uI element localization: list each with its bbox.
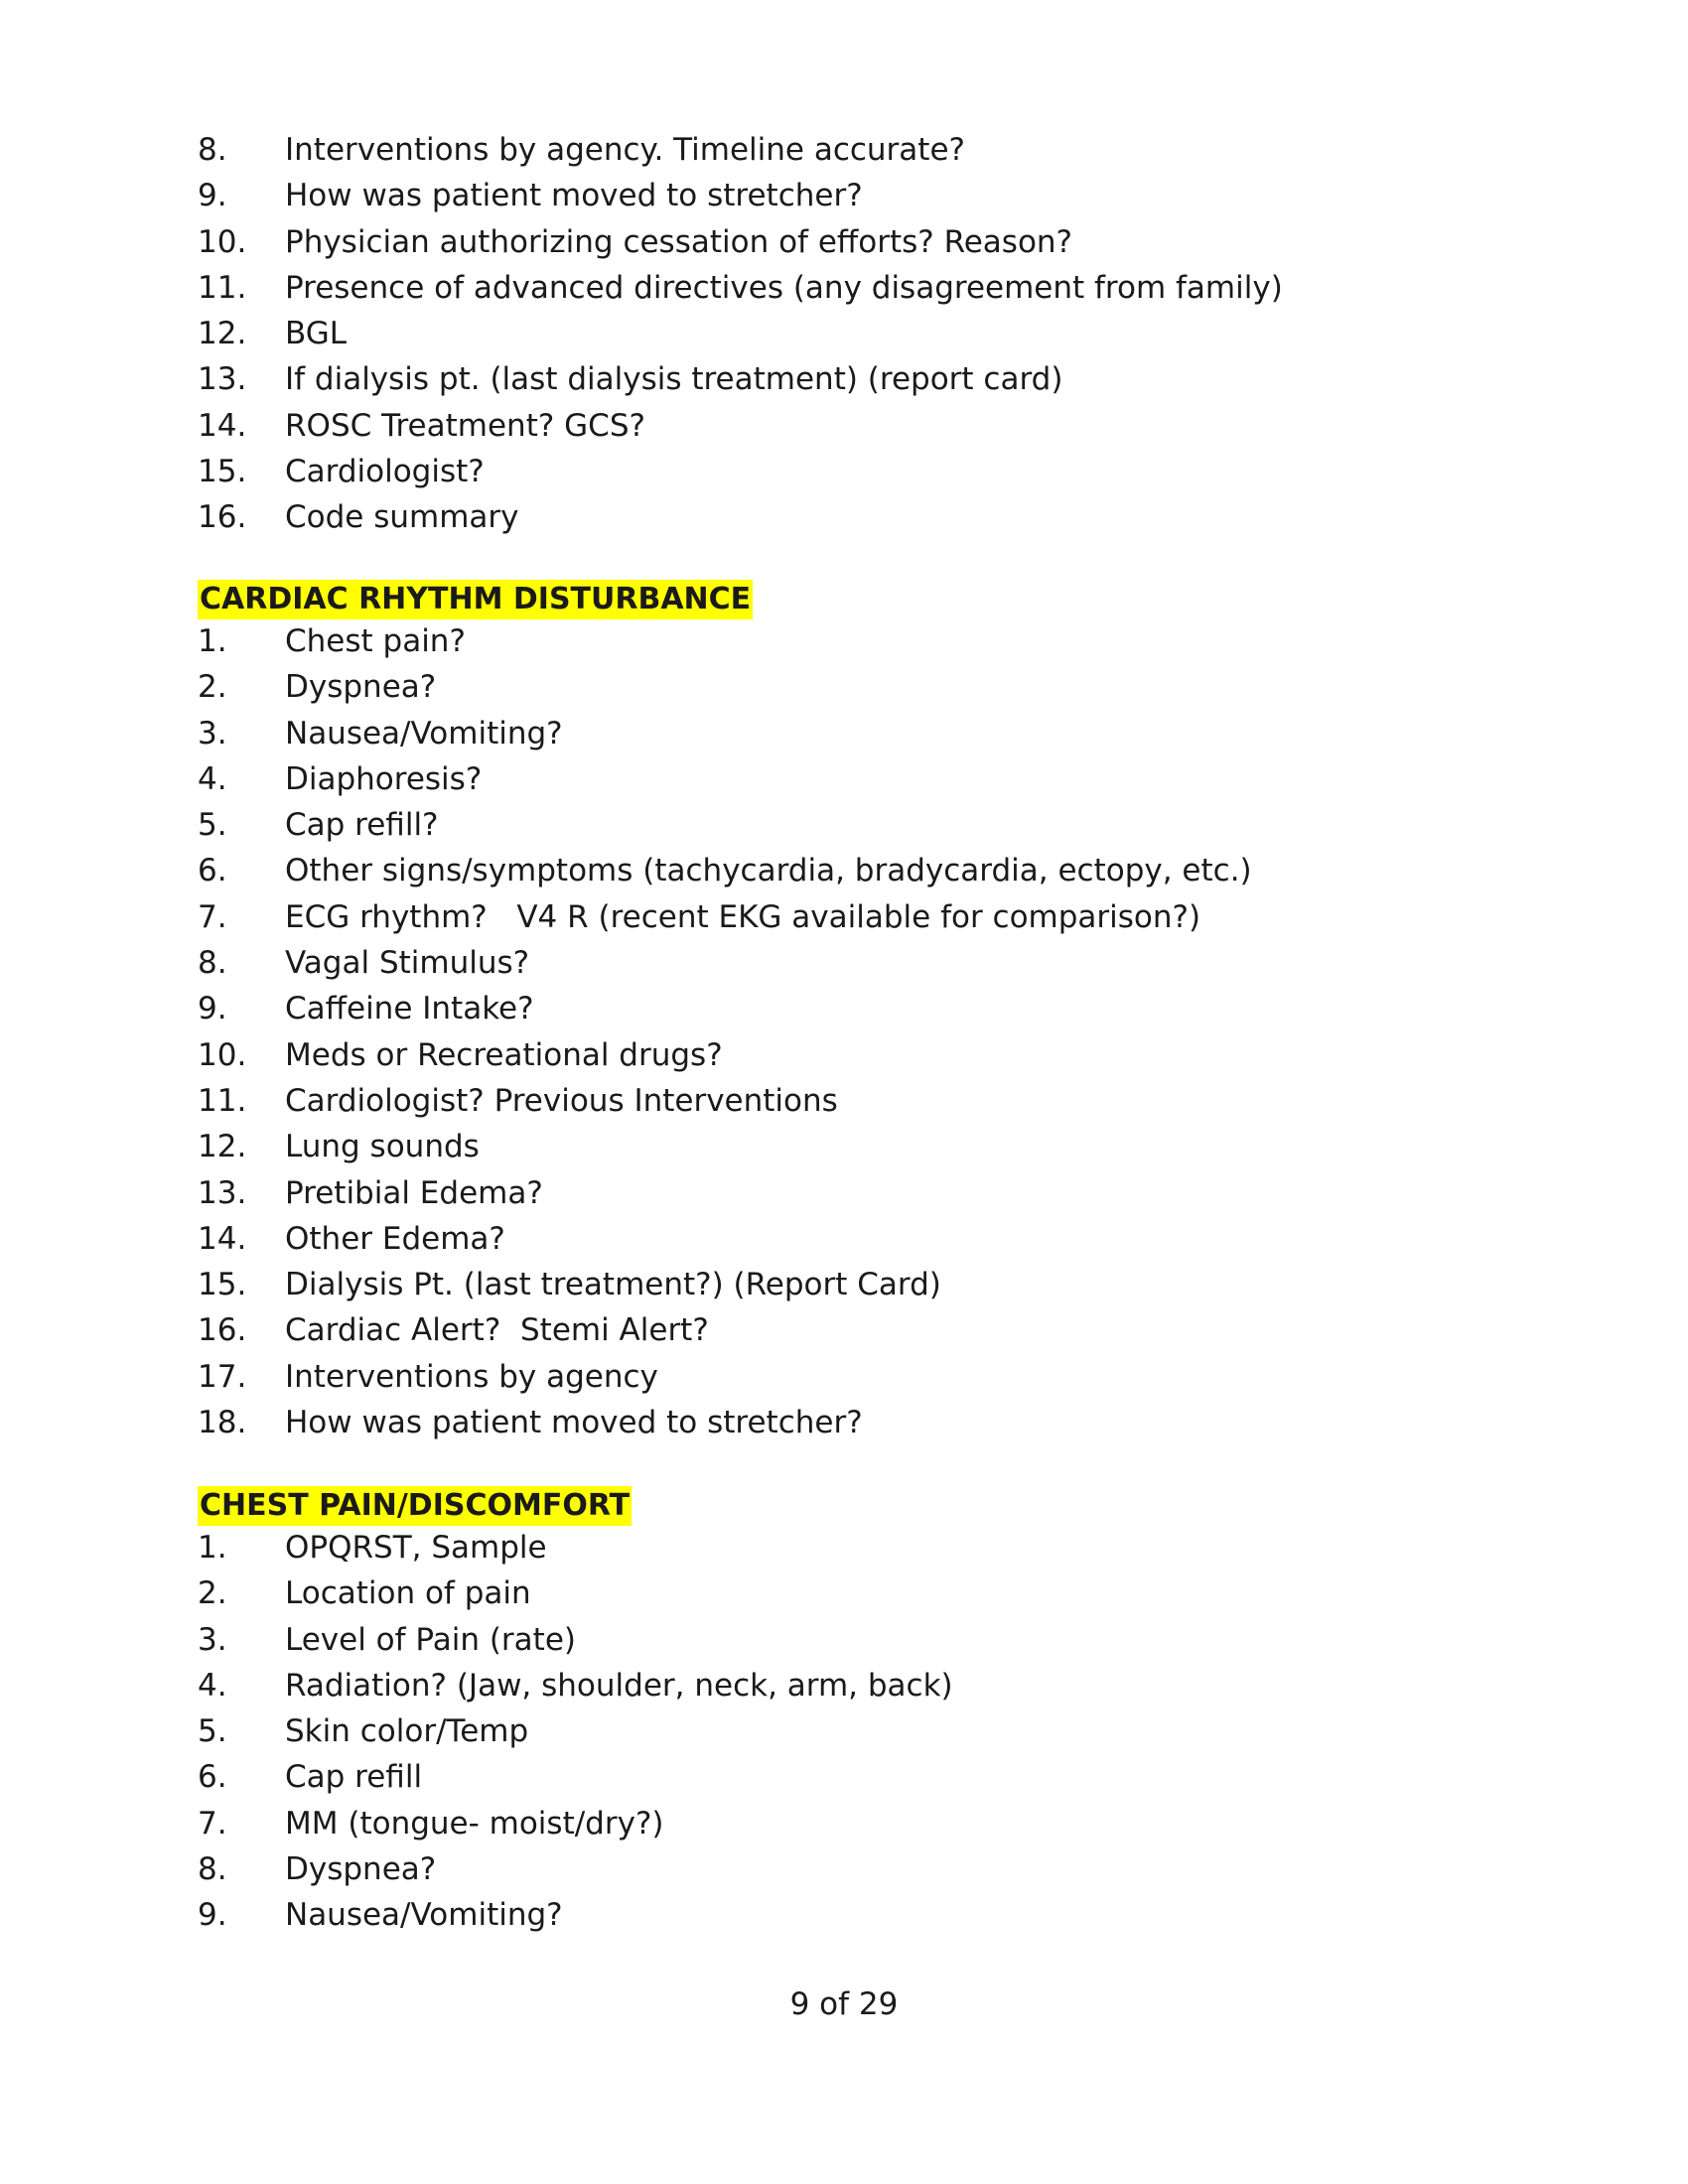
item-number: 13. (198, 361, 247, 398)
item-number: 18. (198, 1405, 247, 1441)
item-number: 1. (198, 1530, 227, 1566)
list-item (198, 756, 1488, 802)
item-text: Radiation? (Jaw, shoulder, neck, arm, back) (285, 1667, 953, 1704)
item-number: 9. (198, 1897, 227, 1934)
item-number: 9. (198, 178, 227, 214)
item-text: Dyspnea? (285, 1851, 437, 1888)
section-heading-chest-pain: CHEST PAIN/DISCOMFORT (198, 1486, 632, 1526)
item-text: Chest pain? (285, 623, 466, 659)
item-number: 3. (198, 1621, 227, 1658)
list-item (198, 1170, 1488, 1216)
item-number: 3. (198, 715, 227, 751)
list-item (198, 1262, 1488, 1307)
item-text: ROSC Treatment? GCS? (285, 407, 645, 444)
item-text: Nausea/Vomiting? (285, 1897, 563, 1934)
page-number: 9 of 29 (789, 1986, 899, 2022)
list-item (198, 1708, 1488, 1754)
list-item (198, 1124, 1488, 1169)
list-item (198, 711, 1488, 756)
item-number: 5. (198, 1713, 227, 1750)
list-item (198, 219, 1488, 265)
item-number: 16. (198, 499, 247, 536)
item-text: BGL (285, 316, 348, 352)
list-item (198, 1846, 1488, 1892)
item-number: 14. (198, 1220, 247, 1257)
list-item (198, 1570, 1488, 1616)
item-text: If dialysis pt. (last dialysis treatment) (report card) (285, 361, 1063, 398)
item-number: 8. (198, 945, 227, 982)
cardiac-rhythm-list (198, 618, 1488, 1445)
list-item (198, 356, 1488, 402)
list-item (198, 1801, 1488, 1846)
list-item (198, 127, 1488, 173)
item-number: 15. (198, 454, 247, 490)
list-item (198, 664, 1488, 710)
item-number: 7. (198, 1805, 227, 1842)
item-text: Code summary (285, 499, 519, 536)
item-text: Cap refill (285, 1759, 423, 1796)
item-number: 12. (198, 316, 247, 352)
list-item (198, 1400, 1488, 1445)
list-item (198, 802, 1488, 848)
item-number: 17. (198, 1358, 247, 1395)
item-number: 11. (198, 269, 247, 306)
item-number: 1. (198, 623, 227, 659)
item-text: Physician authorizing cessation of efforts? Reason? (285, 223, 1073, 260)
item-number: 4. (198, 1667, 227, 1704)
item-number: 16. (198, 1312, 247, 1349)
item-number: 14. (198, 407, 247, 444)
item-number: 6. (198, 853, 227, 889)
item-text: Meds or Recreational drugs? (285, 1036, 723, 1073)
item-text: Cardiac Alert? Stemi Alert? (285, 1312, 709, 1349)
item-text: Dyspnea? (285, 669, 437, 706)
item-text: OPQRST, Sample (285, 1530, 547, 1566)
list-item (198, 494, 1488, 540)
list-item (198, 894, 1488, 940)
list-item (198, 1663, 1488, 1708)
item-number: 15. (198, 1267, 247, 1303)
list-item (198, 1892, 1488, 1938)
item-number: 13. (198, 1174, 247, 1211)
item-text: Cardiologist? Previous Interventions (285, 1082, 838, 1119)
list-item (198, 449, 1488, 494)
item-text: Skin color/Temp (285, 1713, 529, 1750)
list-item (198, 848, 1488, 893)
item-number: 9. (198, 991, 227, 1027)
item-number: 2. (198, 669, 227, 706)
item-text: How was patient moved to stretcher? (285, 1405, 863, 1441)
item-text: Level of Pain (rate) (285, 1621, 576, 1658)
item-text: Vagal Stimulus? (285, 945, 530, 982)
item-text: ECG rhythm? V4 R (recent EKG available for comparison?) (285, 898, 1201, 935)
item-text: MM (tongue- moist/dry?) (285, 1805, 664, 1842)
item-number: 8. (198, 132, 227, 168)
item-text: How was patient moved to stretcher? (285, 178, 863, 214)
list-item (198, 265, 1488, 311)
item-number: 6. (198, 1759, 227, 1796)
item-number: 4. (198, 760, 227, 797)
list-item (198, 311, 1488, 356)
list-item (198, 1754, 1488, 1800)
continued-list (198, 127, 1488, 541)
item-text: Interventions by agency. Timeline accurate? (285, 132, 965, 168)
list-item (198, 1307, 1488, 1353)
list-item (198, 1078, 1488, 1124)
list-item (198, 1525, 1488, 1570)
item-number: 7. (198, 898, 227, 935)
item-text: Nausea/Vomiting? (285, 715, 563, 751)
list-item (198, 1032, 1488, 1078)
item-text: Cardiologist? (285, 454, 485, 490)
item-text: Presence of advanced directives (any disagreement from family) (285, 269, 1283, 306)
item-text: Location of pain (285, 1575, 531, 1612)
item-number: 12. (198, 1129, 247, 1165)
item-number: 5. (198, 807, 227, 844)
item-text: Diaphoresis? (285, 760, 483, 797)
item-number: 10. (198, 1036, 247, 1073)
item-number: 10. (198, 223, 247, 260)
item-text: Lung sounds (285, 1129, 480, 1165)
item-text: Cap refill? (285, 807, 439, 844)
item-number: 2. (198, 1575, 227, 1612)
list-item (198, 1216, 1488, 1262)
item-number: 8. (198, 1851, 227, 1888)
item-text: Caffeine Intake? (285, 991, 534, 1027)
section-heading-cardiac-rhythm: CARDIAC RHYTHM DISTURBANCE (198, 580, 753, 619)
item-text: Other signs/symptoms (tachycardia, bradycardia, ectopy, etc.) (285, 853, 1252, 889)
list-item (198, 1617, 1488, 1663)
chest-pain-list (198, 1525, 1488, 1939)
list-item (198, 403, 1488, 449)
item-number: 11. (198, 1082, 247, 1119)
list-item (198, 940, 1488, 986)
item-text: Pretibial Edema? (285, 1174, 543, 1211)
list-item (198, 1354, 1488, 1400)
list-item (198, 618, 1488, 664)
list-item (198, 173, 1488, 218)
list-item (198, 986, 1488, 1031)
item-text: Other Edema? (285, 1220, 505, 1257)
item-text: Dialysis Pt. (last treatment?) (Report Card) (285, 1267, 941, 1303)
item-text: Interventions by agency (285, 1358, 658, 1395)
